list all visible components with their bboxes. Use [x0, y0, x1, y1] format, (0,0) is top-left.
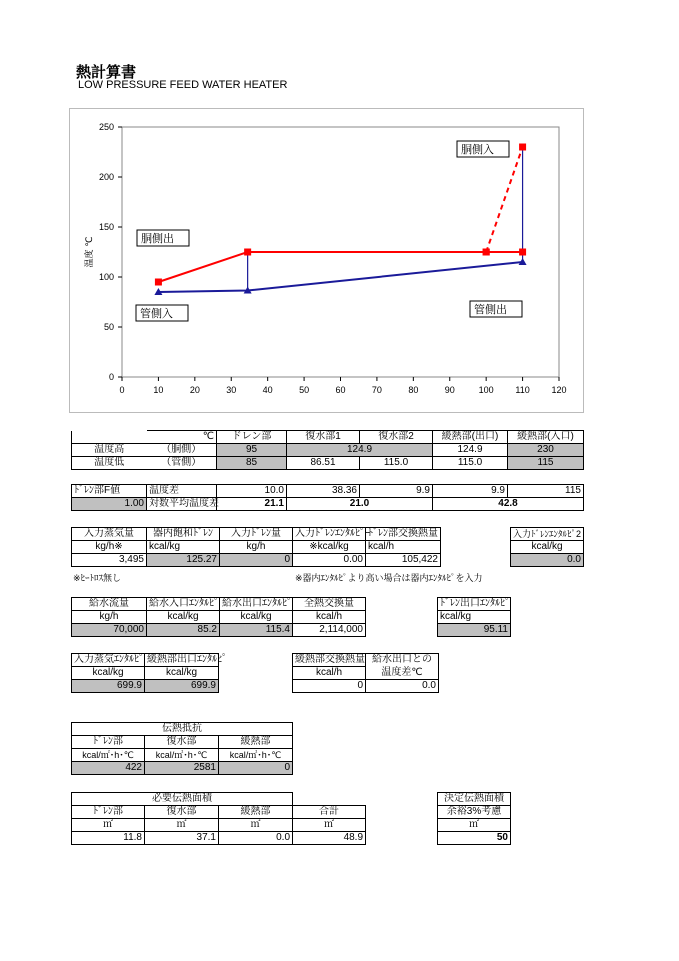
y-tick-label: 150	[98, 222, 114, 232]
x-tick-label: 90	[444, 385, 455, 395]
input-steam-enthalpy-header: 入力蒸気ｴﾝﾀﾙﾋﾟ	[72, 654, 145, 667]
series-point	[244, 249, 251, 256]
condensing-area-value: 37.1	[145, 832, 219, 845]
table-row	[72, 528, 441, 541]
unit-cell: kg/h	[72, 611, 147, 624]
table-row	[438, 819, 511, 832]
high-temp-drain: 95	[217, 444, 287, 457]
y-tick-label: 100	[98, 272, 114, 282]
x-tick-label: 50	[299, 385, 310, 395]
feedwater-out-diff-value: 0.0	[366, 680, 439, 693]
feedwater-flow-value: 70,000	[72, 624, 147, 637]
unit-cell: kcal/kg	[145, 667, 219, 680]
series-line-1	[486, 147, 522, 252]
buffer-area-value: 0.0	[219, 832, 293, 845]
temp-diff-header: 温度差	[147, 485, 217, 498]
high-temp-buffer-out: 124.9	[433, 444, 508, 457]
feedwater-out-diff-unit: 温度差℃	[366, 667, 439, 680]
log-mean-3: 42.8	[433, 498, 584, 511]
high-temp-buffer-in: 230	[508, 444, 584, 457]
buffer-header: 緩熱部	[219, 736, 293, 749]
table-row	[293, 667, 439, 680]
drain-header: ﾄﾞﾚﾝ部	[72, 806, 145, 819]
buffer-header: 緩熱部	[219, 806, 293, 819]
drain-out-enthalpy-header: ﾄﾞﾚﾝ出口ｴﾝﾀﾙﾋﾟ	[438, 598, 511, 611]
drain-header: ドレン部	[217, 431, 287, 444]
x-tick-label: 120	[551, 385, 567, 395]
annotation-label: 管側出	[474, 303, 507, 316]
y-tick-label: 0	[108, 372, 114, 382]
x-tick-label: 30	[226, 385, 237, 395]
unit-cell: kcal/kg	[220, 611, 293, 624]
drain-header: ﾄﾞﾚﾝ部	[72, 736, 145, 749]
series-point	[483, 249, 490, 256]
unit-cell: kcal/kg	[72, 667, 145, 680]
x-tick-label: 110	[515, 385, 530, 395]
heat-resistance-table	[71, 722, 293, 775]
unit-cell: kcal/h	[366, 541, 441, 554]
unit-cell: ㎡	[145, 819, 219, 832]
high-temp-label: 温度高	[72, 444, 147, 457]
unit-cell: kcal/㎡･h･℃	[145, 749, 219, 762]
unit-cell: kcal/kg	[147, 541, 220, 554]
y-tick-label: 250	[98, 122, 114, 132]
buffer-out-enthalpy-header: 緩熱部出口ｴﾝﾀﾙﾋﾟ	[145, 654, 219, 667]
low-temp-buffer-out: 115.0	[433, 457, 508, 470]
input-drain-enthalpy2-table	[510, 527, 584, 567]
log-mean-2: 21.0	[287, 498, 433, 511]
temp-diff-1: 10.0	[217, 485, 287, 498]
unit-cell: kcal/㎡･h･℃	[219, 749, 293, 762]
table-row	[511, 528, 584, 541]
feedwater-out-enthalpy-header: 給水出口ｴﾝﾀﾙﾋﾟ	[220, 598, 293, 611]
unit-cell: kcal/kg	[511, 541, 584, 554]
table-row	[72, 832, 366, 845]
input-drain-enthalpy-value: 0.00	[293, 554, 366, 567]
table-row	[72, 624, 366, 637]
x-tick-label: 80	[408, 385, 419, 395]
buffer-exchange-table	[292, 653, 439, 693]
x-tick-label: 20	[189, 385, 200, 395]
total-area-value: 48.9	[293, 832, 366, 845]
condensing-header: 復水部	[145, 806, 219, 819]
x-tick-label: 100	[478, 385, 494, 395]
table-row	[72, 749, 293, 762]
chart-svg	[70, 109, 583, 412]
total-exchange-value: 2,114,000	[293, 624, 366, 637]
high-temp-sub: （胴側）	[147, 444, 217, 457]
feedwater-table	[71, 597, 366, 637]
unit-header: ℃	[147, 431, 217, 444]
feedwater-out-diff-header: 給水出口との	[366, 654, 439, 667]
temperature-difference-table	[71, 484, 584, 511]
unit-cell: kcal/kg	[147, 611, 220, 624]
series-line-2	[158, 262, 522, 292]
drain-heat-table	[71, 527, 441, 567]
x-tick-label: 70	[371, 385, 382, 395]
input-steam-enthalpy-value: 699.9	[72, 680, 145, 693]
drain-f-value: 1.00	[72, 498, 147, 511]
feedwater-flow-header: 給水流量	[72, 598, 147, 611]
total-exchange-header: 全熱交換量	[293, 598, 366, 611]
table-row	[72, 498, 584, 511]
condensing-resistance-value: 2581	[145, 762, 219, 775]
low-temp-sub: （管側）	[147, 457, 217, 470]
feedwater-in-enthalpy-header: 給水入口ｴﾝﾀﾙﾋﾟ	[147, 598, 220, 611]
unit-cell: ※kcal/kg	[293, 541, 366, 554]
buffer-exchange-value: 0	[293, 680, 366, 693]
required-area-table	[71, 792, 366, 845]
input-drain-enthalpy2-header: 入力ﾄﾞﾚﾝｴﾝﾀﾙﾋﾟ2	[511, 528, 584, 541]
unit-cell: kcal/㎡･h･℃	[72, 749, 145, 762]
table-row	[438, 624, 511, 637]
y-axis-label: 温度 ℃	[85, 236, 95, 268]
table-row	[72, 611, 366, 624]
unit-cell: kcal/kg	[438, 611, 511, 624]
buffer-out-header: 緩熱部(出口)	[433, 431, 508, 444]
input-drain-enthalpy-header: 入力ﾄﾞﾚﾝｴﾝﾀﾙﾋﾟｰ	[293, 528, 366, 541]
buffer-resistance-value: 0	[219, 762, 293, 775]
low-temp-cond1: 86.51	[287, 457, 360, 470]
drain-area-value: 11.8	[72, 832, 145, 845]
unit-cell: ㎡	[219, 819, 293, 832]
log-mean-1: 21.1	[217, 498, 287, 511]
note-enthalpy: ※器内ｴﾝﾀﾙﾋﾟより高い場合は器内ｴﾝﾀﾙﾋﾟを入力	[295, 573, 483, 583]
annotation-label: 胴側出	[141, 232, 174, 245]
unit-cell: kcal/h	[293, 667, 366, 680]
table-row	[293, 654, 439, 667]
table-row	[72, 762, 293, 775]
buffer-in-header: 緩熱部(入口)	[508, 431, 584, 444]
temp-diff-3: 9.9	[360, 485, 433, 498]
unit-cell: kg/h※	[72, 541, 147, 554]
table-row	[72, 723, 293, 736]
annotation-label: 胴側入	[461, 143, 494, 156]
table-row	[72, 431, 584, 444]
drain-f-value-header: ﾄﾞﾚﾝ部F値	[72, 485, 147, 498]
temperature-table	[71, 430, 584, 470]
cond2-header: 復水部2	[360, 431, 433, 444]
x-tick-label: 40	[262, 385, 273, 395]
saturated-drain-header: 器内飽和ﾄﾞﾚﾝ	[147, 528, 220, 541]
input-drain-enthalpy2-value: 0.0	[511, 554, 584, 567]
table-row	[72, 598, 366, 611]
feedwater-in-enthalpy-value: 85.2	[147, 624, 220, 637]
table-row	[72, 667, 219, 680]
table-row	[72, 654, 219, 667]
input-steam-value: 3,495	[72, 554, 147, 567]
page-subtitle: LOW PRESSURE FEED WATER HEATER	[78, 79, 288, 91]
y-tick-label: 50	[103, 322, 114, 332]
table-row	[72, 485, 584, 498]
temperature-chart	[69, 108, 584, 413]
table-row	[72, 819, 366, 832]
heat-resistance-title: 伝熱抵抗	[72, 723, 293, 736]
x-tick-label: 60	[335, 385, 346, 395]
steam-enthalpy-table	[71, 653, 227, 693]
high-temp-cond: 124.9	[287, 444, 433, 457]
condensing-header: 復水部	[145, 736, 219, 749]
feedwater-out-enthalpy-value: 115.4	[220, 624, 293, 637]
table-row	[293, 680, 439, 693]
drain-resistance-value: 422	[72, 762, 145, 775]
x-tick-label: 0	[119, 385, 125, 395]
drain-exchange-value: 105,422	[366, 554, 441, 567]
unit-cell: ㎡	[438, 819, 511, 832]
table-row	[72, 554, 441, 567]
low-temp-label: 温度低	[72, 457, 147, 470]
table-row	[72, 736, 293, 749]
temp-diff-4: 9.9	[433, 485, 508, 498]
buffer-exchange-header: 緩熱部交換熱量	[293, 654, 366, 667]
series-point	[155, 279, 162, 286]
page-title: 熱計算書	[76, 64, 137, 81]
table-row	[438, 611, 511, 624]
decided-area-table	[437, 792, 511, 845]
table-row	[511, 554, 584, 567]
input-steam-header: 入力蒸気量	[72, 528, 147, 541]
total-header: 合計	[293, 806, 366, 819]
table-row	[72, 806, 366, 819]
decided-area-title: 決定伝熱面積	[438, 793, 511, 806]
low-temp-drain: 85	[217, 457, 287, 470]
annotation-label: 管側入	[140, 307, 173, 320]
table-row	[72, 444, 584, 457]
table-row	[72, 680, 219, 693]
saturated-drain-value: 125.27	[147, 554, 220, 567]
unit-cell: kcal/h	[293, 611, 366, 624]
buffer-out-enthalpy-value: 699.9	[145, 680, 219, 693]
temp-diff-5: 115	[508, 485, 584, 498]
log-mean-label: 対数平均温度差	[147, 498, 217, 511]
table-row	[511, 541, 584, 554]
cond1-header: 復水部1	[287, 431, 360, 444]
unit-cell: ㎡	[293, 819, 366, 832]
table-row	[438, 832, 511, 845]
series-point	[519, 249, 526, 256]
temp-diff-2: 38.36	[287, 485, 360, 498]
table-row	[438, 806, 511, 819]
drain-out-enthalpy-value: 95.11	[438, 624, 511, 637]
table-row	[72, 457, 584, 470]
low-temp-cond2: 115.0	[360, 457, 433, 470]
input-drain-header: 入力ﾄﾞﾚﾝ量	[220, 528, 293, 541]
table-row	[438, 793, 511, 806]
table-row	[72, 793, 366, 806]
table-row	[72, 541, 441, 554]
series-point	[519, 144, 526, 151]
unit-cell: ㎡	[72, 819, 145, 832]
required-area-title: 必要伝熱面積	[72, 793, 293, 806]
margin-header: 余裕3%考慮	[438, 806, 511, 819]
drain-exchange-header: ﾄﾞﾚﾝ部交換熱量	[366, 528, 441, 541]
note-heat-loss: ※ﾋｰﾄﾛｽ無し	[73, 573, 122, 583]
table-row	[438, 598, 511, 611]
x-tick-label: 10	[153, 385, 164, 395]
low-temp-buffer-in: 115	[508, 457, 584, 470]
unit-cell: kg/h	[220, 541, 293, 554]
input-drain-value: 0	[220, 554, 293, 567]
drain-out-enthalpy-table	[437, 597, 511, 637]
decided-area-value: 50	[438, 832, 511, 845]
y-tick-label: 200	[98, 172, 114, 182]
